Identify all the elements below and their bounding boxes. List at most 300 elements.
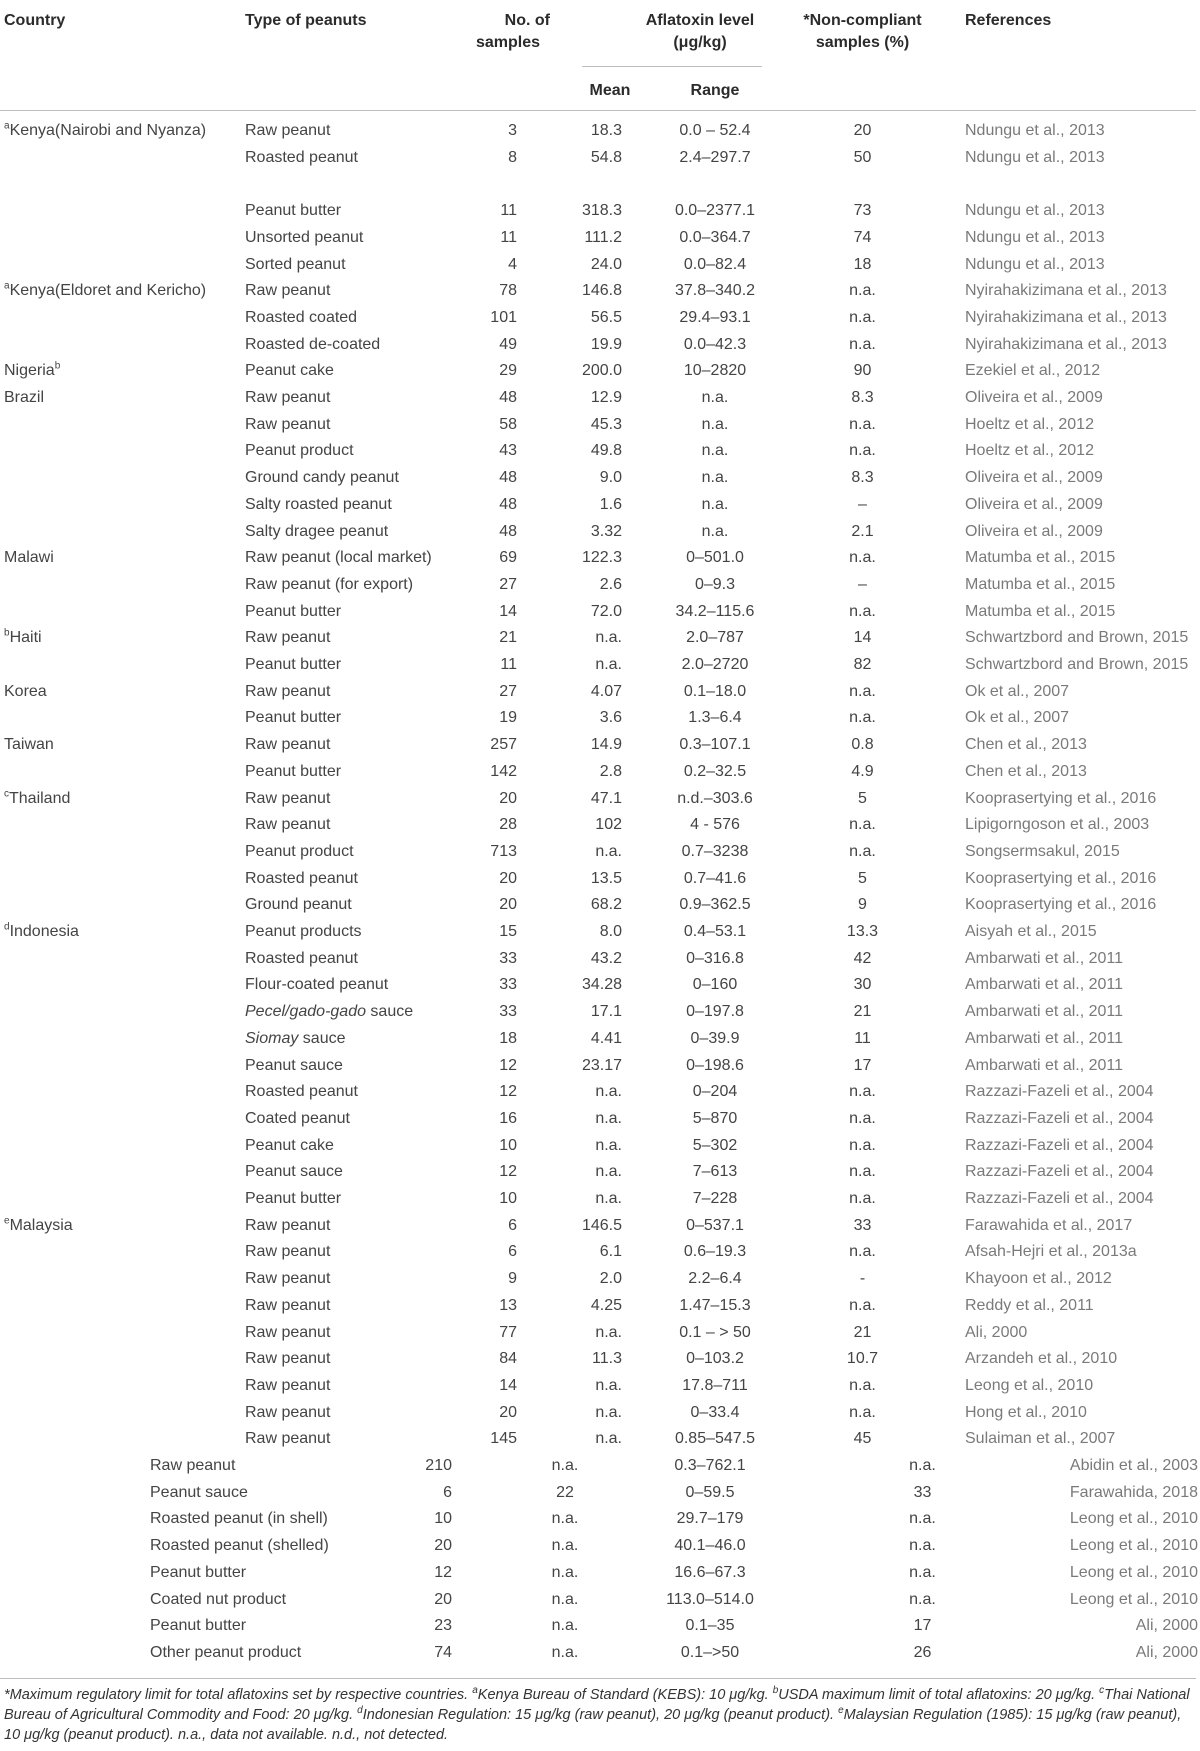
country-cell <box>4 789 70 809</box>
range-cell: n.a. <box>701 522 729 540</box>
mean-cell: 8.0 <box>599 923 622 940</box>
type-cell: Salty dragee peanut <box>245 522 389 540</box>
type-cell: Roasted de-coated <box>245 335 381 353</box>
reference-cell: Sulaiman et al., 2007 <box>965 1430 1116 1448</box>
footnote-e: Indonesian Regulation: 15 μg/kg (raw peanut), 20 μg/kg (peanut product). <box>362 1707 839 1723</box>
header-range: Range <box>690 82 740 99</box>
type-cell: Peanut cake <box>245 1136 334 1154</box>
noncompliant-cell: 45 <box>853 1430 872 1448</box>
noncompliant-cell: 20 <box>853 122 872 139</box>
footnote-b: Kenya Bureau of Standard (KEBS): 10 μg/kg. <box>477 1687 773 1703</box>
range-cell: 0–160 <box>692 976 738 994</box>
header-type: Type of peanuts <box>245 12 367 29</box>
range-cell: 0.3–107.1 <box>679 736 751 754</box>
header-aflatoxin-line2: (μg/kg) <box>673 34 727 51</box>
type-cell: Raw peanut (for export) <box>245 575 414 593</box>
samples-cell: 18 <box>499 1029 517 1047</box>
noncompliant-cell: – <box>858 495 867 513</box>
reference-cell: Ndungu et al., 2013 <box>965 255 1105 273</box>
range-cell: 0.4–53.1 <box>683 923 747 940</box>
reference-cell: Ndungu et al., 2013 <box>965 228 1105 246</box>
noncompliant-cell: n.a. <box>849 682 876 700</box>
noncompliant-cell: n.a. <box>849 1136 876 1154</box>
samples-cell: 20 <box>434 1537 452 1555</box>
samples-cell: 78 <box>499 282 517 300</box>
mean-cell: 4.41 <box>590 1029 622 1047</box>
country-name: Indonesia <box>9 923 79 940</box>
reference-cell: Kooprasertying et al., 2016 <box>965 789 1157 807</box>
mean-cell: n.a. <box>551 1563 579 1581</box>
noncompliant-cell: n.a. <box>849 1190 876 1207</box>
reference-cell: Aisyah et al., 2015 <box>965 923 1097 940</box>
noncompliant-cell: 8.3 <box>851 469 874 487</box>
range-cell: n.a. <box>701 495 729 513</box>
mean-cell: 2.8 <box>599 762 622 780</box>
type-cell: Raw peanut <box>245 1376 331 1394</box>
reference-cell: Ezekiel et al., 2012 <box>965 362 1101 380</box>
samples-cell: 43 <box>499 442 517 460</box>
range-cell: 0–501.0 <box>686 549 744 567</box>
noncompliant-cell: 5 <box>858 789 867 807</box>
samples-cell: 33 <box>499 976 517 994</box>
country-name: Taiwan <box>4 736 54 754</box>
type-cell: Raw peanut <box>245 282 331 300</box>
samples-cell: 20 <box>499 896 517 914</box>
reference-cell: Ambarwati et al., 2011 <box>965 949 1124 967</box>
samples-cell: 6 <box>508 1216 517 1234</box>
range-cell: 34.2–115.6 <box>675 602 755 620</box>
noncompliant-cell: 2.1 <box>851 522 874 540</box>
samples-cell: 20 <box>434 1590 452 1608</box>
samples-cell: 33 <box>499 1003 517 1021</box>
country-cell <box>4 922 79 942</box>
reference-cell: Leong et al., 2010 <box>1069 1563 1198 1581</box>
range-cell: 29.7–179 <box>676 1510 744 1528</box>
type-suffix: sauce <box>365 1003 414 1021</box>
country-cell <box>4 121 206 141</box>
type-cell: Peanut butter <box>150 1617 247 1635</box>
noncompliant-cell: n.a. <box>849 415 876 433</box>
mean-cell: 9.0 <box>599 469 622 487</box>
mean-cell: 200.0 <box>581 362 622 380</box>
noncompliant-cell: 33 <box>913 1483 932 1501</box>
samples-cell: 49 <box>499 335 517 353</box>
reference-cell: Matumba et al., 2015 <box>965 549 1116 567</box>
samples-cell: 15 <box>499 923 517 940</box>
reference-cell: Schwartzbord and Brown, 2015 <box>965 629 1189 647</box>
country-name: Brazil <box>4 389 45 406</box>
mean-cell: 11.3 <box>592 1350 622 1368</box>
mean-cell: 3.32 <box>590 522 622 540</box>
range-cell: 0–59.5 <box>685 1483 735 1501</box>
header-aflatoxin-line1: Aflatoxin level <box>645 12 755 29</box>
mean-cell: 1.6 <box>599 495 622 513</box>
reference-cell: Ambarwati et al., 2011 <box>965 1056 1124 1074</box>
reference-cell: Farawahida, 2018 <box>1069 1483 1198 1501</box>
samples-cell: 9 <box>508 1270 517 1288</box>
reference-cell: Farawahida et al., 2017 <box>965 1216 1133 1234</box>
type-cell: Roasted peanut <box>245 869 358 887</box>
samples-cell: 101 <box>490 308 517 326</box>
range-cell: 7–228 <box>692 1190 738 1207</box>
noncompliant-cell: n.a. <box>909 1457 936 1474</box>
header-country: Country <box>4 12 66 29</box>
type-cell: Coated nut product <box>150 1590 287 1608</box>
samples-cell: 21 <box>499 629 517 647</box>
footnote-c: USDA maximum limit of total aflatoxins: 20 μg/kg. <box>778 1687 1096 1703</box>
type-cell: Raw peanut <box>245 736 331 754</box>
type-cell: Raw peanut <box>245 682 331 700</box>
samples-cell: 12 <box>499 1163 517 1181</box>
reference-cell: Razzazi-Fazeli et al., 2004 <box>965 1109 1154 1127</box>
mean-cell: 2.6 <box>599 575 622 593</box>
type-italic: Pecel/gado-gado <box>245 1003 366 1021</box>
samples-cell: 3 <box>508 122 517 139</box>
reference-cell: Songsermsakul, 2015 <box>965 842 1120 860</box>
mean-cell: 45.3 <box>590 415 622 433</box>
mean-cell: n.a. <box>551 1643 579 1661</box>
mean-cell: 34.28 <box>581 976 622 994</box>
mean-cell: n.a. <box>595 656 622 673</box>
noncompliant-cell: 18 <box>853 255 872 273</box>
reference-cell: Razzazi-Fazeli et al., 2004 <box>965 1083 1154 1101</box>
type-cell: Peanut butter <box>150 1563 247 1581</box>
mean-cell: n.a. <box>551 1617 579 1635</box>
mean-cell: n.a. <box>595 1109 622 1127</box>
reference-cell: Leong et al., 2010 <box>1069 1510 1198 1528</box>
noncompliant-cell: n.a. <box>849 842 876 860</box>
reference-cell: Ndungu et al., 2013 <box>965 202 1105 220</box>
range-cell: 0.1–>50 <box>680 1643 740 1661</box>
mean-cell: 18.3 <box>590 122 622 139</box>
samples-cell: 10 <box>499 1190 517 1207</box>
noncompliant-cell: - <box>859 1270 866 1288</box>
samples-cell: 12 <box>434 1563 452 1581</box>
range-cell: 16.6–67.3 <box>674 1563 746 1581</box>
mean-cell: n.a. <box>595 1376 622 1394</box>
reference-cell: Abidin et al., 2003 <box>1069 1457 1198 1474</box>
country-name: Kenya(Nairobi and Nyanza) <box>9 122 207 139</box>
samples-cell: 20 <box>499 869 517 887</box>
reference-cell: Lipigorngoson et al., 2003 <box>965 816 1150 834</box>
type-cell: Peanut butter <box>245 202 342 220</box>
type-cell: Peanut butter <box>245 1190 342 1207</box>
type-cell: Sorted peanut <box>245 255 346 273</box>
samples-cell: 19 <box>499 709 517 727</box>
samples-cell: 12 <box>499 1056 517 1074</box>
footnote-star: * <box>4 1687 10 1703</box>
reference-cell: Leong et al., 2010 <box>1069 1590 1198 1608</box>
reference-cell: Razzazi-Fazeli et al., 2004 <box>965 1190 1154 1207</box>
noncompliant-cell: 9 <box>858 896 867 914</box>
type-cell: Raw peanut <box>245 1350 331 1368</box>
samples-cell: 16 <box>499 1109 517 1127</box>
noncompliant-cell: n.a. <box>849 1376 876 1394</box>
reference-cell: Ndungu et al., 2013 <box>965 122 1105 139</box>
type-cell: Raw peanut <box>245 122 331 139</box>
footnote-d: Thai National Bureau of Agricultural Commodity and Food: 20 μg/kg. <box>4 1687 1190 1723</box>
mean-cell: 24.0 <box>590 255 622 273</box>
reference-cell: Ali, 2000 <box>965 1323 1028 1341</box>
type-cell: Ground candy peanut <box>245 469 399 487</box>
reference-cell: Ndungu et al., 2013 <box>965 148 1105 166</box>
mean-cell: n.a. <box>595 1430 622 1448</box>
samples-cell: 11 <box>500 202 517 220</box>
country-name: Kenya(Eldoret and Kericho) <box>9 282 207 300</box>
country-cell <box>4 361 60 381</box>
country-cell <box>4 682 47 702</box>
type-cell: Peanut product <box>245 842 354 860</box>
mean-cell: 47.1 <box>590 789 622 807</box>
range-cell: 0.2–32.5 <box>683 762 747 780</box>
country-name: Korea <box>4 682 47 700</box>
type-cell: Peanut sauce <box>245 1163 343 1181</box>
samples-cell: 27 <box>499 682 517 700</box>
range-cell: 0.0–82.4 <box>683 255 747 273</box>
type-cell: Flour-coated peanut <box>245 976 389 994</box>
country-sup: e <box>4 1215 10 1227</box>
country-sup: c <box>4 788 9 800</box>
type-cell: Coated peanut <box>245 1109 350 1127</box>
samples-cell: 27 <box>499 575 517 593</box>
samples-cell: 84 <box>499 1350 517 1368</box>
mean-cell: 72.0 <box>590 602 622 620</box>
range-cell: 0.6–19.3 <box>683 1243 747 1261</box>
header-references: References <box>965 12 1052 29</box>
range-cell: 0.1–35 <box>685 1617 735 1635</box>
noncompliant-cell: 26 <box>913 1643 932 1661</box>
range-cell: 7–613 <box>692 1163 738 1181</box>
mean-cell: 2.0 <box>599 1270 622 1288</box>
noncompliant-cell: n.a. <box>849 602 876 620</box>
range-cell: 29.4–93.1 <box>679 308 751 326</box>
type-cell: Raw peanut <box>245 389 331 406</box>
range-cell: 0.1 – > 50 <box>679 1323 751 1341</box>
mean-cell: n.a. <box>551 1590 579 1608</box>
type-cell: Roasted peanut (in shell) <box>150 1510 328 1528</box>
reference-cell: Razzazi-Fazeli et al., 2004 <box>965 1163 1154 1181</box>
samples-cell: 12 <box>499 1083 517 1101</box>
range-cell: 0–103.2 <box>686 1350 744 1368</box>
mean-cell: 49.8 <box>590 442 622 460</box>
range-cell: 40.1–46.0 <box>674 1537 746 1555</box>
mean-cell: 17.1 <box>590 1003 622 1021</box>
range-cell: 0.0–42.3 <box>683 335 747 353</box>
type-cell: Raw peanut <box>245 629 331 647</box>
mean-cell: 318.3 <box>581 202 622 220</box>
noncompliant-cell: 21 <box>853 1003 872 1021</box>
reference-cell: Ambarwati et al., 2011 <box>965 1003 1124 1021</box>
type-cell: Roasted peanut <box>245 148 358 166</box>
samples-cell: 58 <box>499 415 517 433</box>
reference-cell: Kooprasertying et al., 2016 <box>965 869 1157 887</box>
reference-cell: Kooprasertying et al., 2016 <box>965 896 1157 914</box>
samples-cell: 48 <box>499 495 517 513</box>
type-cell: Peanut butter <box>245 762 342 780</box>
samples-cell: 6 <box>443 1483 452 1501</box>
range-cell: 0.9–362.5 <box>679 896 751 914</box>
noncompliant-cell: n.a. <box>849 282 876 300</box>
mean-cell: 102 <box>595 816 622 834</box>
reference-cell: Leong et al., 2010 <box>1069 1537 1198 1555</box>
country-name: Malaysia <box>9 1216 73 1234</box>
range-cell: 1.47–15.3 <box>679 1296 751 1314</box>
mean-cell: n.a. <box>595 1190 622 1207</box>
samples-cell: 14 <box>499 602 517 620</box>
samples-cell: 13 <box>499 1296 517 1314</box>
samples-cell: 29 <box>499 362 517 380</box>
reference-cell: Chen et al., 2013 <box>965 762 1087 780</box>
range-cell: 113.0–514.0 <box>666 1590 754 1608</box>
noncompliant-cell: n.a. <box>849 1163 876 1181</box>
range-cell: n.a. <box>701 389 729 406</box>
noncompliant-cell: 50 <box>853 148 872 166</box>
reference-cell: Leong et al., 2010 <box>965 1376 1094 1394</box>
type-cell: Peanut sauce <box>150 1483 248 1501</box>
noncompliant-cell: 13.3 <box>846 923 879 940</box>
samples-cell: 8 <box>508 148 517 166</box>
range-cell: 17.8–711 <box>682 1376 748 1394</box>
footnote-sup-a: a <box>472 1685 478 1697</box>
reference-cell: Chen et al., 2013 <box>965 736 1087 754</box>
mean-cell: 56.5 <box>590 308 622 326</box>
country-sup: a <box>4 280 10 292</box>
type-cell: Raw peanut <box>150 1457 236 1474</box>
reference-cell: Ambarwati et al., 2011 <box>965 1029 1124 1047</box>
type-cell: Raw peanut <box>245 1403 331 1421</box>
noncompliant-cell: n.a. <box>849 1403 876 1421</box>
type-italic: Siomay <box>245 1029 299 1047</box>
samples-cell: 4 <box>508 255 517 273</box>
samples-cell: 48 <box>499 389 517 406</box>
range-cell: n.d.–303.6 <box>677 789 753 807</box>
noncompliant-cell: 90 <box>853 362 872 380</box>
range-cell: 0–39.9 <box>690 1029 740 1047</box>
samples-cell: 14 <box>499 1376 517 1394</box>
noncompliant-cell: 30 <box>853 976 872 994</box>
country-sup: b <box>54 360 61 372</box>
reference-cell: Oliveira et al., 2009 <box>965 469 1103 487</box>
reference-cell: Nyirahakizimana et al., 2013 <box>965 308 1167 326</box>
mean-cell: n.a. <box>595 1136 622 1154</box>
type-cell: Peanut cake <box>245 362 334 380</box>
type-cell: Roasted peanut <box>245 1083 358 1101</box>
type-cell: Peanut butter <box>245 602 342 620</box>
footnote-sup-e: e <box>838 1705 844 1717</box>
reference-cell: Nyirahakizimana et al., 2013 <box>965 282 1167 300</box>
range-cell: 1.3–6.4 <box>688 709 742 727</box>
noncompliant-cell: 74 <box>853 228 872 246</box>
mean-cell: 22 <box>556 1483 574 1501</box>
range-cell: 0–33.4 <box>690 1403 740 1421</box>
range-cell: n.a. <box>701 442 729 460</box>
mean-cell: 13.5 <box>590 869 622 887</box>
noncompliant-cell: n.a. <box>849 1083 876 1101</box>
samples-cell: 20 <box>499 1403 517 1421</box>
reference-cell: Ali, 2000 <box>1135 1617 1198 1635</box>
noncompliant-cell: 73 <box>853 202 872 220</box>
mean-cell: n.a. <box>595 629 622 647</box>
country-cell <box>4 281 206 301</box>
reference-cell: Matumba et al., 2015 <box>965 602 1116 620</box>
reference-cell: Arzandeh et al., 2010 <box>965 1350 1118 1368</box>
noncompliant-cell: 33 <box>853 1216 872 1234</box>
country-cell <box>4 735 54 755</box>
noncompliant-cell: – <box>858 575 867 593</box>
reference-cell: Hong et al., 2010 <box>965 1403 1087 1421</box>
range-cell: n.a. <box>701 415 729 433</box>
samples-cell: 6 <box>508 1243 517 1261</box>
noncompliant-cell: 82 <box>853 656 872 673</box>
samples-cell: 257 <box>490 736 517 754</box>
reference-cell: Ok et al., 2007 <box>965 682 1070 700</box>
noncompliant-cell: n.a. <box>849 1296 876 1314</box>
type-cell: Peanut butter <box>245 656 342 673</box>
mean-cell: 4.07 <box>590 682 622 700</box>
reference-cell: Razzazi-Fazeli et al., 2004 <box>965 1136 1154 1154</box>
type-cell: Raw peanut <box>245 1323 331 1341</box>
mean-cell: n.a. <box>551 1510 579 1528</box>
noncompliant-cell: n.a. <box>909 1590 936 1608</box>
mean-cell: 146.5 <box>581 1216 622 1234</box>
range-cell: 0–9.3 <box>694 575 736 593</box>
noncompliant-cell: 10.7 <box>846 1350 879 1368</box>
noncompliant-cell: 17 <box>913 1617 932 1635</box>
mean-cell: n.a. <box>551 1457 579 1474</box>
mean-cell: 14.9 <box>590 736 622 754</box>
samples-cell: 28 <box>499 816 517 834</box>
noncompliant-cell: n.a. <box>909 1510 936 1528</box>
footnote <box>4 1685 1196 1745</box>
country-sup: b <box>4 627 10 639</box>
reference-cell: Nyirahakizimana et al., 2013 <box>965 335 1167 353</box>
country-cell <box>4 388 44 408</box>
header-subrule <box>582 66 762 67</box>
reference-cell: Khayoon et al., 2012 <box>965 1270 1112 1288</box>
type-suffix: sauce <box>298 1029 346 1047</box>
samples-cell: 11 <box>500 656 517 673</box>
samples-cell: 145 <box>490 1430 517 1448</box>
noncompliant-cell: n.a. <box>909 1537 936 1555</box>
mean-cell: n.a. <box>595 1163 622 1181</box>
mean-cell: 19.9 <box>590 335 622 353</box>
type-cell: Ground peanut <box>245 896 352 914</box>
type-cell: Raw peanut <box>245 1216 331 1234</box>
mean-cell: 122.3 <box>581 549 622 567</box>
country-sup: d <box>4 921 10 933</box>
samples-cell: 69 <box>499 549 517 567</box>
mean-cell: 6.1 <box>599 1243 622 1261</box>
range-cell: 0.7–41.6 <box>683 869 747 887</box>
samples-cell: 210 <box>425 1457 452 1474</box>
reference-cell: Ali, 2000 <box>1135 1643 1198 1661</box>
country-name: Haiti <box>9 629 42 647</box>
noncompliant-cell: n.a. <box>849 549 876 567</box>
type-cell: Raw peanut <box>245 789 331 807</box>
country-cell <box>4 1216 73 1236</box>
mean-cell: n.a. <box>595 1403 622 1421</box>
samples-cell: 10 <box>434 1510 452 1528</box>
type-cell: Raw peanut <box>245 415 331 433</box>
mean-cell: 43.2 <box>590 949 622 967</box>
mean-cell: 68.2 <box>590 896 622 914</box>
range-cell: 4 - 576 <box>690 816 740 834</box>
mean-cell: n.a. <box>595 1323 622 1341</box>
range-cell: 5–302 <box>692 1136 738 1154</box>
reference-cell: Afsah-Hejri et al., 2013a <box>965 1243 1137 1261</box>
noncompliant-cell: 11 <box>854 1029 871 1047</box>
country-cell <box>4 548 54 568</box>
